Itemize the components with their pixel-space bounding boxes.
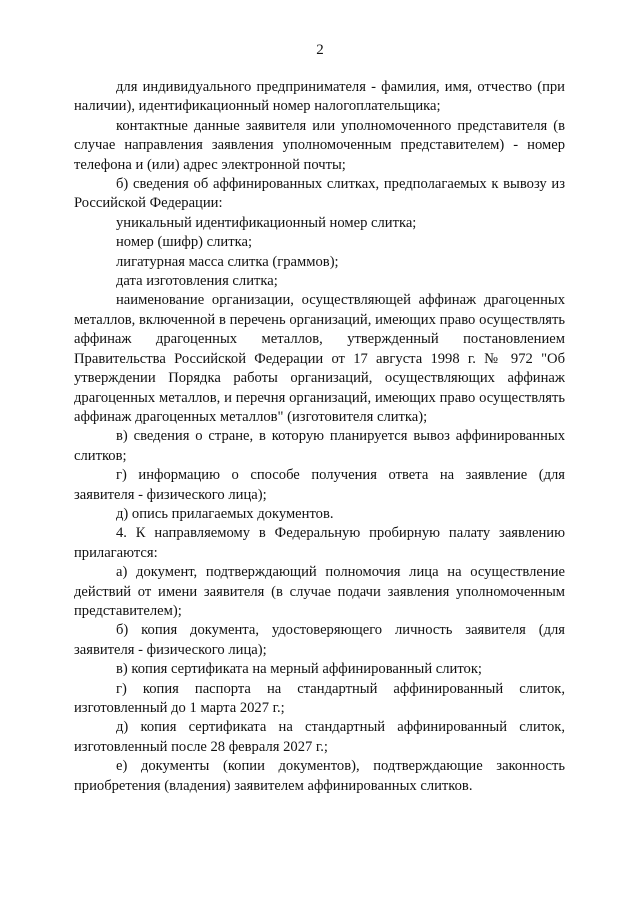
paragraph-standard-certificate: д) копия сертификата на стандартный аффинированный слиток, изготовленный после 28 февраля 2027 г.; (74, 719, 565, 755)
paragraph-identity-copy: б) копия документа, удостоверяющего личность заявителя (для заявителя - физического лица); (74, 622, 565, 658)
paragraph-inventory: д) опись прилагаемых документов. (116, 505, 334, 522)
paragraph-ownership-documents: е) документы (копии документов), подтверждающие законность приобретения (владения) заявителем аффинированных слитков. (74, 758, 565, 794)
paragraph-ingot-id: уникальный идентификационный номер слитка; (116, 214, 417, 231)
document-body (74, 78, 565, 796)
paragraph-authority-document: а) документ, подтверждающий полномочия лица на осуществление действий от имени заявителя (в случае подачи заявления уполномоченным представителем); (74, 564, 565, 619)
page-number: 2 (316, 42, 324, 58)
paragraph-refiner: наименование организации, осуществляющей аффинаж драгоценных металлов, включенной в перечень организаций, имеющих право осуществлять аффинаж драгоценных металлов, утвержденный постановлением Правительства Российской Федерации от 17 августа 1998 г. № 972 "Об утверждении Порядка работы организаций, осуществляющих аффинаж драгоценных металлов, и перечня организаций, имеющих право осуществлять аффинаж драгоценных металлов" (изготовителя слитка); (74, 292, 565, 425)
paragraph-ingot-mass: лигатурная масса слитка (граммов); (116, 253, 339, 270)
paragraph-standard-passport: г) копия паспорта на стандартный аффинированный слиток, изготовленный до 1 марта 2027 г.; (74, 680, 565, 716)
paragraph-ingot-number: номер (шифр) слитка; (116, 234, 253, 251)
paragraph-individual-entrepreneur: для индивидуального предпринимателя - фамилия, имя, отчество (при наличии), идентификационный номер налогоплательщика; (74, 79, 565, 115)
paragraph-export-country: в) сведения о стране, в которую планируется вывоз аффинированных слитков; (74, 428, 565, 464)
paragraph-contact-details: контактные данные заявителя или уполномоченного представителя (в случае направления заявления уполномоченным представителем) - номер телефона и (или) адрес электронной почты; (74, 117, 565, 173)
paragraph-ingot-date: дата изготовления слитка; (116, 273, 278, 290)
paragraph-attachments-heading: 4. К направляемому в Федеральную пробирную палату заявлению прилагаются: (74, 525, 565, 561)
paragraph-ingot-info: б) сведения об аффинированных слитках, предполагаемых к вывозу из Российской Федерации: (74, 176, 565, 212)
paragraph-measured-certificate: в) копия сертификата на мерный аффинированный слиток; (116, 661, 482, 678)
paragraph-response-method: г) информацию о способе получения ответа на заявление (для заявителя - физического лица); (74, 467, 565, 503)
